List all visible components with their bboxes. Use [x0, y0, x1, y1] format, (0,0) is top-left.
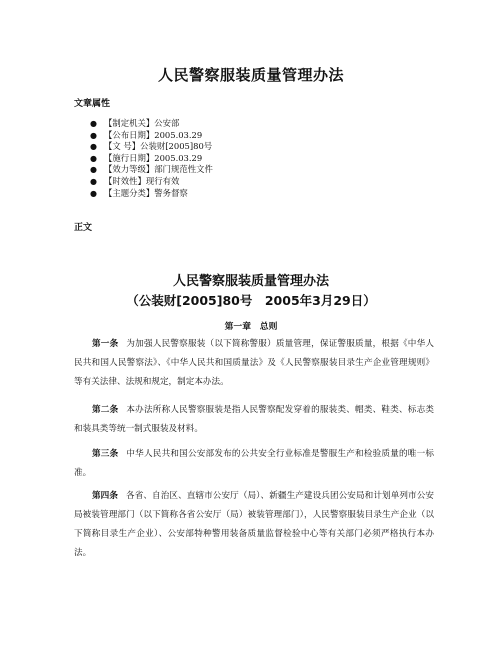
- attribute-text: 【文 号】公装财[2005]80号: [104, 141, 213, 152]
- article-label: 第一条: [92, 339, 119, 349]
- article-text: 中华人民共和国公安部发布的公共安全行业标准是警服生产和检验质量的唯一标准。: [74, 449, 434, 478]
- attribute-item: [90, 141, 213, 153]
- law-subtitle: （公装财[2005]80号 2005年3月29日）: [126, 293, 376, 308]
- article-label: 第二条: [92, 405, 119, 415]
- document-title: 人民警察服装质量管理办法: [157, 66, 344, 84]
- law-title: 人民警察服装质量管理办法: [172, 274, 329, 289]
- article-1: [74, 335, 434, 392]
- article-text: 各省、自治区、直辖市公安厅（局）、新疆生产建设兵团公安局和计划单列市公安局被装管理部门（以下简称各省公安厅（局）被装管理部门），人民警察服装目录生产企业（以下简称目录生产企业）、公安部特种警用装备质量监督检验中心等有关部门必须严格执行本办法。: [74, 491, 434, 558]
- attribute-text: 【主题分类】警务督察: [104, 187, 188, 198]
- chapter-heading: 第一章 总则: [224, 322, 278, 332]
- attribute-item: [90, 164, 213, 176]
- article-label: 第三条: [92, 449, 119, 459]
- bullet-icon: ●: [90, 130, 97, 140]
- attribute-text: 【施行日期】2005.03.29: [104, 152, 203, 163]
- bullet-icon: ●: [90, 119, 97, 128]
- attribute-text: 【时效性】现行有效: [104, 175, 180, 186]
- bullet-icon: ●: [90, 188, 97, 198]
- article-text: 为加强人民警察服装（以下简称警服）质量管理，保证警服质量，根据《中华人民共和国人民警察法》、《中华人民共和国质量法》及《人民警察服装目录生产企业管理规则》等有关法律、法规和规定，制定本办法。: [74, 339, 434, 387]
- bullet-icon: ●: [90, 153, 97, 163]
- attribute-item: [90, 118, 213, 130]
- bullet-icon: ●: [90, 142, 97, 152]
- attribute-item: [90, 153, 213, 165]
- attribute-item: [90, 188, 213, 200]
- attribute-item: [90, 176, 213, 188]
- attribute-text: 【公布日期】2005.03.29: [104, 129, 203, 140]
- attribute-text: 【制定机关】公安部: [104, 118, 180, 128]
- attributes-heading: 文章属性: [74, 99, 111, 109]
- article-3: [74, 445, 434, 483]
- bullet-icon: ●: [90, 176, 97, 186]
- bullet-icon: ●: [90, 165, 97, 175]
- attribute-item: [90, 130, 213, 142]
- attributes-list: [90, 118, 213, 199]
- attribute-text: 【效力等级】部门规范性文件: [104, 164, 213, 175]
- article-label: 第四条: [92, 491, 119, 501]
- article-4: [74, 487, 434, 563]
- body-heading: 正文: [74, 223, 93, 233]
- article-2: [74, 401, 434, 439]
- article-text: 本办法所称人民警察服装是指人民警察配发穿着的服装类、帽类、鞋类、标志类和装具类等统一制式服装及材料。: [74, 405, 434, 434]
